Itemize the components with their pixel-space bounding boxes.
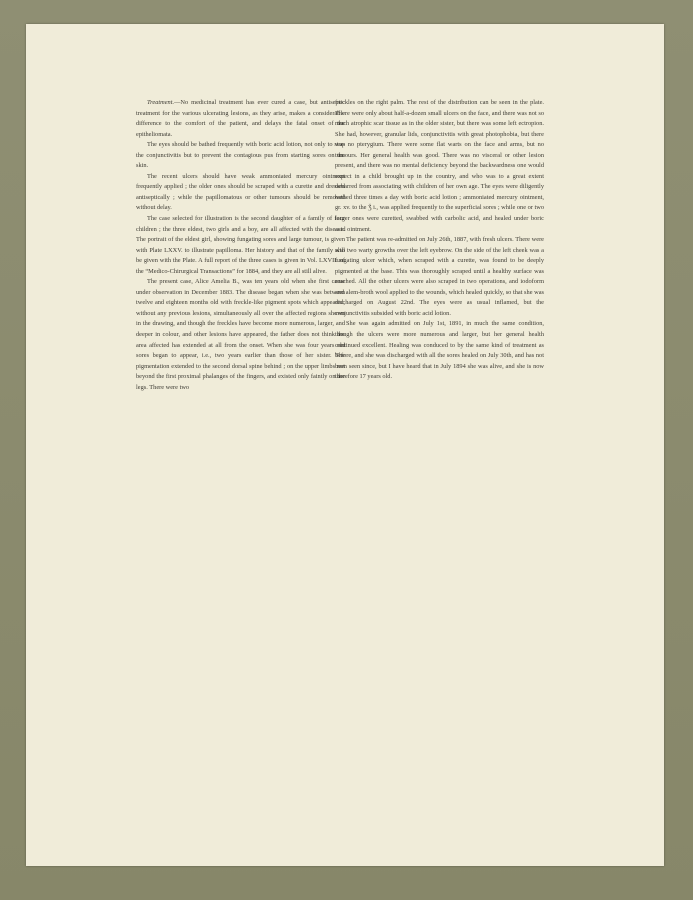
paragraph-again-admitted: She was again admitted on July 1st, 1891, in much the same condition, though the ulcers were more numerous and larger, but her general health continued excellent. Healing was conduced to by the same kind of treatment as before, and she was discharged with all the sores healed on July 30th, and has not been seen since, but I have heard that in July 1894 she was alive, and she is now therefore 17 years old. [335, 320, 544, 381]
right-text-column [335, 98, 544, 383]
treatment-text: —No medicinal treatment has ever cured a case, but antiseptic treatment for the various ulcerating lesions, as they arise, makes a considerable difference to the comfort of the patient, and delays the fatal onset of the epitheliomata. [136, 99, 345, 138]
paragraph-treatment [136, 98, 345, 140]
paragraph-readmitted: The patient was re-admitted on July 26th, 1887, with fresh ulcers. There were also two warty growths over the left eyebrow. On the side of the left cheek was a fungating ulcer which, when scraped with a curette, was found to be deeply pigmented at the base. This was thoroughly scraped until a healthy surface was reached. All the other ulcers were also scraped in two operations, and iodoform and alem-broth wool applied to the wounds, which healed quickly, so that she was discharged on August 22nd. The eyes were as usual inflamed, but the conjunctivitis subsided with boric acid lotion. [335, 236, 544, 317]
paragraph-continuation: freckles on the right palm. The rest of the distribution can be seen in the plate. There were only about half-a-dozen small ulcers on the face, and there was not so much atrophic scar tissue as in the older sister, but there was some left ectropion. She had, however, granular lids, conjunctivitis with great photophobia, but there was no pterygium. There were some flat warts on the face and arms, but no tumours. Her general health was good. There was no visceral or other lesion present, and there was no mental deficiency beyond the backwardness one would expect in a child brought up in the country, and who was to a great extent debarred from associating with children of her own age. The eyes were diligently bathed three times a day with boric acid lotion ; ammoniated mercury ointment, gr. xv. to the Ǯ i., was applied frequently to the superficial sores ; while one or two larger ones were curetted, swabbed with carbolic acid, and healed under boric acid ointment. [335, 99, 544, 233]
left-text-column [136, 98, 345, 393]
paragraph-ulcers: The recent ulcers should have weak ammoniated mercury ointment frequently applied ; the older ones should be scraped with a curette and dressed antiseptically ; while the papillomatous or other tumours should be removed without delay. [136, 172, 345, 212]
paragraph-eyes: The eyes should be bathed frequently with boric acid lotion, not only to stop the conjunctivitis but to prevent the contagious pus from starting sores on the skin. [136, 141, 345, 170]
treatment-heading: Treatment. [147, 99, 175, 106]
paragraph-present-case: The present case, Alice Amelia B., was ten years old when she first came under observation in December 1883. The disease began when she was between twelve and eighteen months old with freckle-like pigment spots which appeared, without any previous lesions, simultaneously all over the affected regions shown in the drawing, and though the freckles have become more numerous, larger, and deeper in colour, and other lesions have appeared, the father does not think the area affected has extended at all from the onset. When she was four years old sores began to appear, i.e., two years earlier than those of her sister. The pigmentation extended to the second dorsal spine behind ; on the upper limbs not beyond the first proximal phalanges of the fingers, and existed only faintly on the legs. There were two [136, 278, 345, 391]
paragraph-case-selected: The case selected for illustration is the second daughter of a family of four children ; the three eldest, two girls and a boy, are all affected with the disease. The portrait of the eldest girl, showing fungating sores and large tumour, is given with Plate LXXV. to illustrate papilloma. Her history and that of the family will be given with the Plate. A full report of the three cases is given in Vol. LXVII. of the “Medico-Chirurgical Transactions” for 1884, and they are all still alive. [136, 215, 345, 275]
